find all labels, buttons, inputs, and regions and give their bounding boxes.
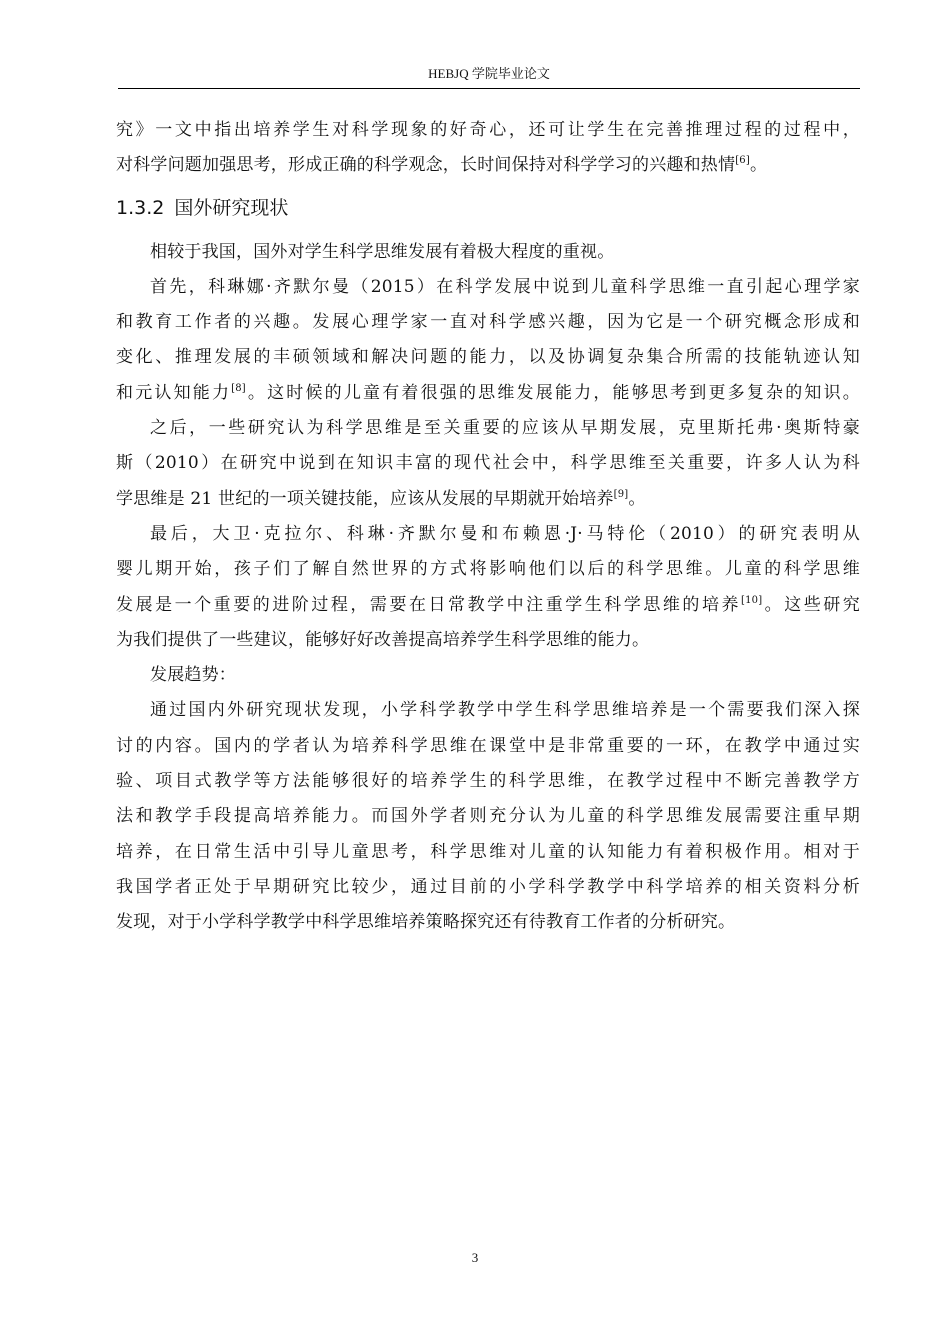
paragraph-6-line-4: 法和教学手段提高培养能力。而国外学者则充分认为儿童的科学思维发展需要注重早期 [116, 806, 860, 827]
section-number: 1.3.2 [116, 196, 165, 219]
intro-line-1: 究》一文中指出培养学生对科学现象的好奇心，还可让学生在完善推理过程的过程中， [116, 120, 860, 140]
paragraph-4-line-3 [116, 588, 860, 623]
paragraph-2-line-4-text: 和元认知能力 [116, 382, 232, 403]
citation-6: [6] [735, 155, 750, 167]
paragraph-1-text: 相较于我国，国外对学生科学思维发展有着极大程度的重视。 [150, 241, 615, 262]
paragraph-6-line-7: 发现，对于小学科学教学中科学思维培养策略探究还有待教育工作者的分析研究。 [116, 912, 736, 933]
intro-paragraph [116, 113, 860, 184]
paragraph-2-line-3: 变化、推理发展的丰硕领域和解决问题的能力，以及协调复杂集合所需的技能轨迹认知 [116, 347, 860, 368]
paragraph-2 [116, 270, 860, 411]
paragraph-2-line-4-tail: 。这时候的儿童有着很强的思维发展能力，能够思考到更多复杂的知识。 [245, 382, 860, 403]
paragraph-6 [116, 693, 860, 940]
intro-line-2-text: 对科学问题加强思考，形成正确的科学观念，长时间保持对科学学习的兴趣和热情 [116, 155, 736, 176]
paragraph-6-line-5: 培养，在日常生活中引导儿童思考，科学思维对儿童的认知能力有着积极作用。相对于 [116, 841, 860, 862]
paragraph-3-line-1: 之后，一些研究认为科学思维是至关重要的应该从早期发展，克里斯托弗·奥斯特豪 [150, 418, 860, 439]
paragraph-4 [116, 517, 860, 658]
paragraph-6-line-1: 通过国内外研究现状发现，小学科学教学中学生科学思维培养是一个需要我们深入探 [150, 700, 860, 721]
paragraph-4-line-1: 最后，大卫·克拉尔、科琳·齐默尔曼和布赖恩·J·马特伦（2010）的研究表明从 [150, 523, 860, 544]
section-title: 国外研究现状 [174, 196, 289, 219]
paragraph-3-line-3 [116, 482, 860, 517]
page-number: 3 [471, 1250, 479, 1265]
intro-line-2-tail: 。 [749, 155, 768, 176]
paragraph-3-line-3-tail: 。 [628, 488, 646, 509]
paragraph-4-line-3-text: 发展是一个重要的进阶过程，需要在日常教学中注重学生科学思维的培养 [116, 594, 742, 615]
paragraph-6-line-3: 验、项目式教学等方法能够很好的培养学生的科学思维，在教学过程中不断完善教学方 [116, 771, 860, 792]
citation-9: [9] [613, 488, 629, 500]
paragraph-3-line-3-text: 学思维是 21 世纪的一项关键技能，应该从发展的早期就开始培养 [116, 488, 614, 509]
paragraph-4-line-3-tail: 。这些研究 [762, 594, 861, 615]
paragraph-3-line-2: 斯（2010）在研究中说到在知识丰富的现代社会中，科学思维至关重要，许多人认为科 [116, 453, 860, 474]
paragraph-3 [116, 411, 860, 517]
paragraph-2-line-2: 和教育工作者的兴趣。发展心理学家一直对科学感兴趣，因为它是一个研究概念形成和 [116, 312, 860, 333]
paragraph-1 [116, 235, 860, 270]
section-heading [116, 194, 860, 222]
citation-8: [8] [231, 382, 246, 394]
paragraph-4-line-2: 婴儿期开始，孩子们了解自然世界的方式将影响他们以后的科学思维。儿童的科学思维 [116, 559, 860, 580]
paragraph-6-line-2: 讨的内容。国内的学者认为培养科学思维在课堂中是非常重要的一环，在教学中通过实 [116, 735, 860, 756]
intro-line-2 [116, 148, 860, 183]
paragraph-6-line-6: 我国学者正处于早期研究比较少，通过目前的小学科学教学中科学培养的相关资料分析 [116, 876, 860, 897]
document-body [116, 113, 860, 941]
citation-10: [10] [741, 594, 763, 606]
header-title: HEBJQ 学院毕业论文 [428, 66, 550, 81]
paragraph-5 [116, 658, 860, 693]
paragraph-5-text: 发展趋势： [150, 665, 236, 686]
paragraph-2-line-4 [116, 376, 860, 411]
paragraph-4-line-4: 为我们提供了一些建议，能够好好改善提高培养学生科学思维的能力。 [116, 629, 650, 650]
page-header [118, 64, 860, 89]
paragraph-2-line-1: 首先，科琳娜·齐默尔曼（2015）在科学发展中说到儿童科学思维一直引起心理学家 [150, 276, 860, 297]
